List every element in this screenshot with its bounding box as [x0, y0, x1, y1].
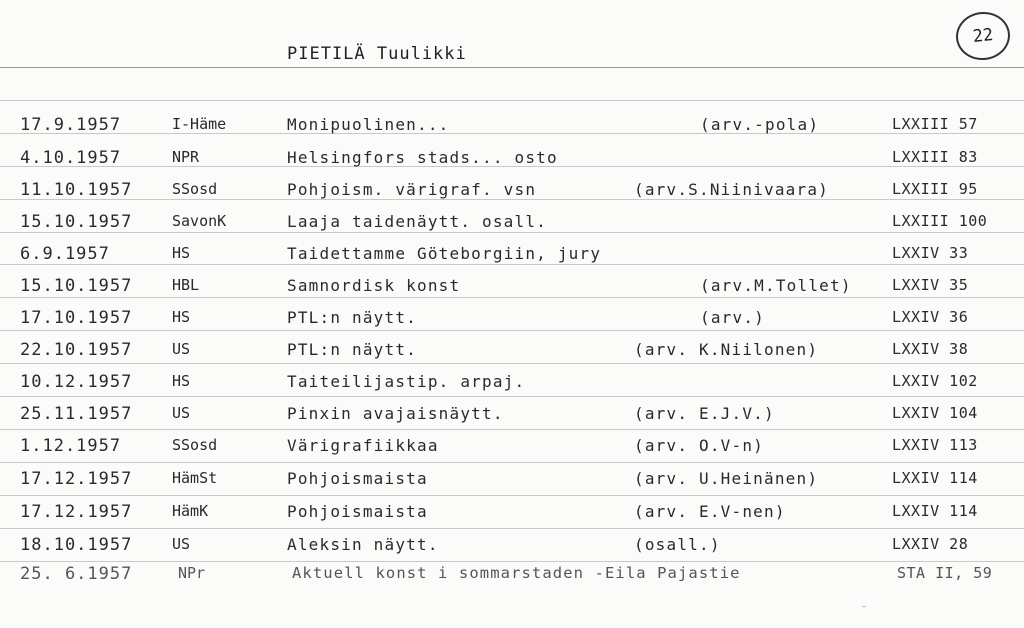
entry-title: Taidettamme Göteborgiin, jury [287, 244, 602, 263]
entry-date: 15.10.1957 [20, 212, 133, 232]
entry-date: 6.9.1957 [20, 244, 110, 264]
entry-newspaper: HS [172, 244, 191, 262]
entry-date: 11.10.1957 [20, 180, 133, 200]
entry-reference: LXXIII 83 [892, 148, 978, 166]
entry-newspaper: HämSt [172, 469, 218, 487]
entry-newspaper: US [172, 404, 191, 422]
entry-newspaper: HämK [172, 502, 209, 520]
entry-reference: LXXIV 114 [892, 469, 978, 487]
entry-title: Pohjoism. värigraf. vsn [287, 180, 537, 199]
entry-date: 17.10.1957 [20, 308, 133, 328]
entry-reference: LXXIV 102 [892, 372, 978, 390]
entry-row [0, 244, 1024, 276]
entry-title: Laaja taidenäytt. osall. [287, 212, 547, 231]
entry-note: (arv. U.Heinänen) [634, 469, 819, 488]
entry-newspaper: HS [172, 372, 191, 390]
header-rule [0, 67, 1024, 68]
entry-row [0, 148, 1024, 180]
artist-name: PIETILÄ Tuulikki [287, 44, 467, 64]
entry-note: (arv. E.J.V.) [634, 404, 775, 423]
entry-note: (arv.) [700, 308, 765, 327]
entry-row [0, 564, 1024, 596]
entry-reference: LXXIV 36 [892, 308, 969, 326]
entry-row [0, 212, 1024, 244]
entry-newspaper: US [172, 535, 191, 553]
entry-reference: LXXIII 95 [892, 180, 978, 198]
entry-date: 18.10.1957 [20, 535, 133, 555]
entry-title: Pinxin avajaisnäytt. [287, 404, 504, 423]
entry-reference: LXXIV 104 [892, 404, 978, 422]
entry-row [0, 535, 1024, 567]
entry-reference: LXXIV 35 [892, 276, 969, 294]
entry-reference: LXXIV 33 [892, 244, 969, 262]
entry-newspaper: NPr [178, 564, 206, 582]
entry-newspaper: US [172, 340, 191, 358]
entry-newspaper: HBL [172, 276, 200, 294]
entry-newspaper: SSosd [172, 180, 218, 198]
entry-date: 25.11.1957 [20, 404, 133, 424]
entry-row [0, 276, 1024, 308]
entry-reference: LXXIV 113 [892, 436, 978, 454]
entry-row [0, 502, 1024, 534]
entry-title: Aktuell konst i sommarstaden -Eila Pajastie [292, 564, 741, 582]
entry-note: (arv.M.Tollet) [700, 276, 852, 295]
entry-reference: LXXIV 114 [892, 502, 978, 520]
entry-title: PTL:n näytt. [287, 340, 417, 359]
entry-row [0, 372, 1024, 404]
entry-newspaper: HS [172, 308, 191, 326]
entry-reference: LXXIV 38 [892, 340, 969, 358]
entry-row [0, 180, 1024, 212]
entry-newspaper: I-Häme [172, 115, 227, 133]
entry-title: Taiteilijastip. arpaj. [287, 372, 526, 391]
entry-date: 15.10.1957 [20, 276, 133, 296]
entry-date: 17.12.1957 [20, 469, 133, 489]
entry-newspaper: SavonK [172, 212, 227, 230]
entry-row [0, 115, 1024, 147]
ruled-line [0, 100, 1024, 101]
entry-newspaper: NPR [172, 148, 200, 166]
entry-note: (osall.) [634, 535, 721, 554]
entry-reference: STA II, 59 [897, 564, 993, 582]
entry-date: 22.10.1957 [20, 340, 133, 360]
entry-reference: LXXIII 57 [892, 115, 978, 133]
entry-date: 17.9.1957 [20, 115, 122, 135]
entry-newspaper: SSosd [172, 436, 218, 454]
entry-title: Helsingfors stads... osto [287, 148, 558, 167]
entry-note: (arv. E.V-nen) [634, 502, 786, 521]
entry-row [0, 436, 1024, 468]
entry-date: 4.10.1957 [20, 148, 122, 168]
entry-date: 10.12.1957 [20, 372, 133, 392]
entry-date: 17.12.1957 [20, 502, 133, 522]
entry-note: (arv. K.Niilonen) [634, 340, 819, 359]
entry-row [0, 469, 1024, 501]
entry-date: 25. 6.1957 [20, 564, 133, 584]
entry-title: Pohjoismaista [287, 469, 428, 488]
entry-row [0, 308, 1024, 340]
entry-row [0, 404, 1024, 436]
entry-date: 1.12.1957 [20, 436, 122, 456]
entry-note: (arv.-pola) [700, 115, 820, 134]
entry-title: Aleksin näytt. [287, 535, 439, 554]
entry-title: PTL:n näytt. [287, 308, 417, 327]
card-number-circle: 22 [954, 9, 1013, 62]
entry-note: (arv.S.Niinivaara) [634, 180, 829, 199]
entry-reference: LXXIV 28 [892, 535, 969, 553]
entry-title: Pohjoismaista [287, 502, 428, 521]
entry-title: Samnordisk konst [287, 276, 461, 295]
entry-title: Monipuolinen... [287, 115, 450, 134]
entry-note: (arv. O.V-n) [634, 436, 764, 455]
entry-reference: LXXIII 100 [892, 212, 988, 230]
entry-row [0, 340, 1024, 372]
paper-speck [862, 606, 866, 607]
entry-title: Värigrafiikkaa [287, 436, 439, 455]
